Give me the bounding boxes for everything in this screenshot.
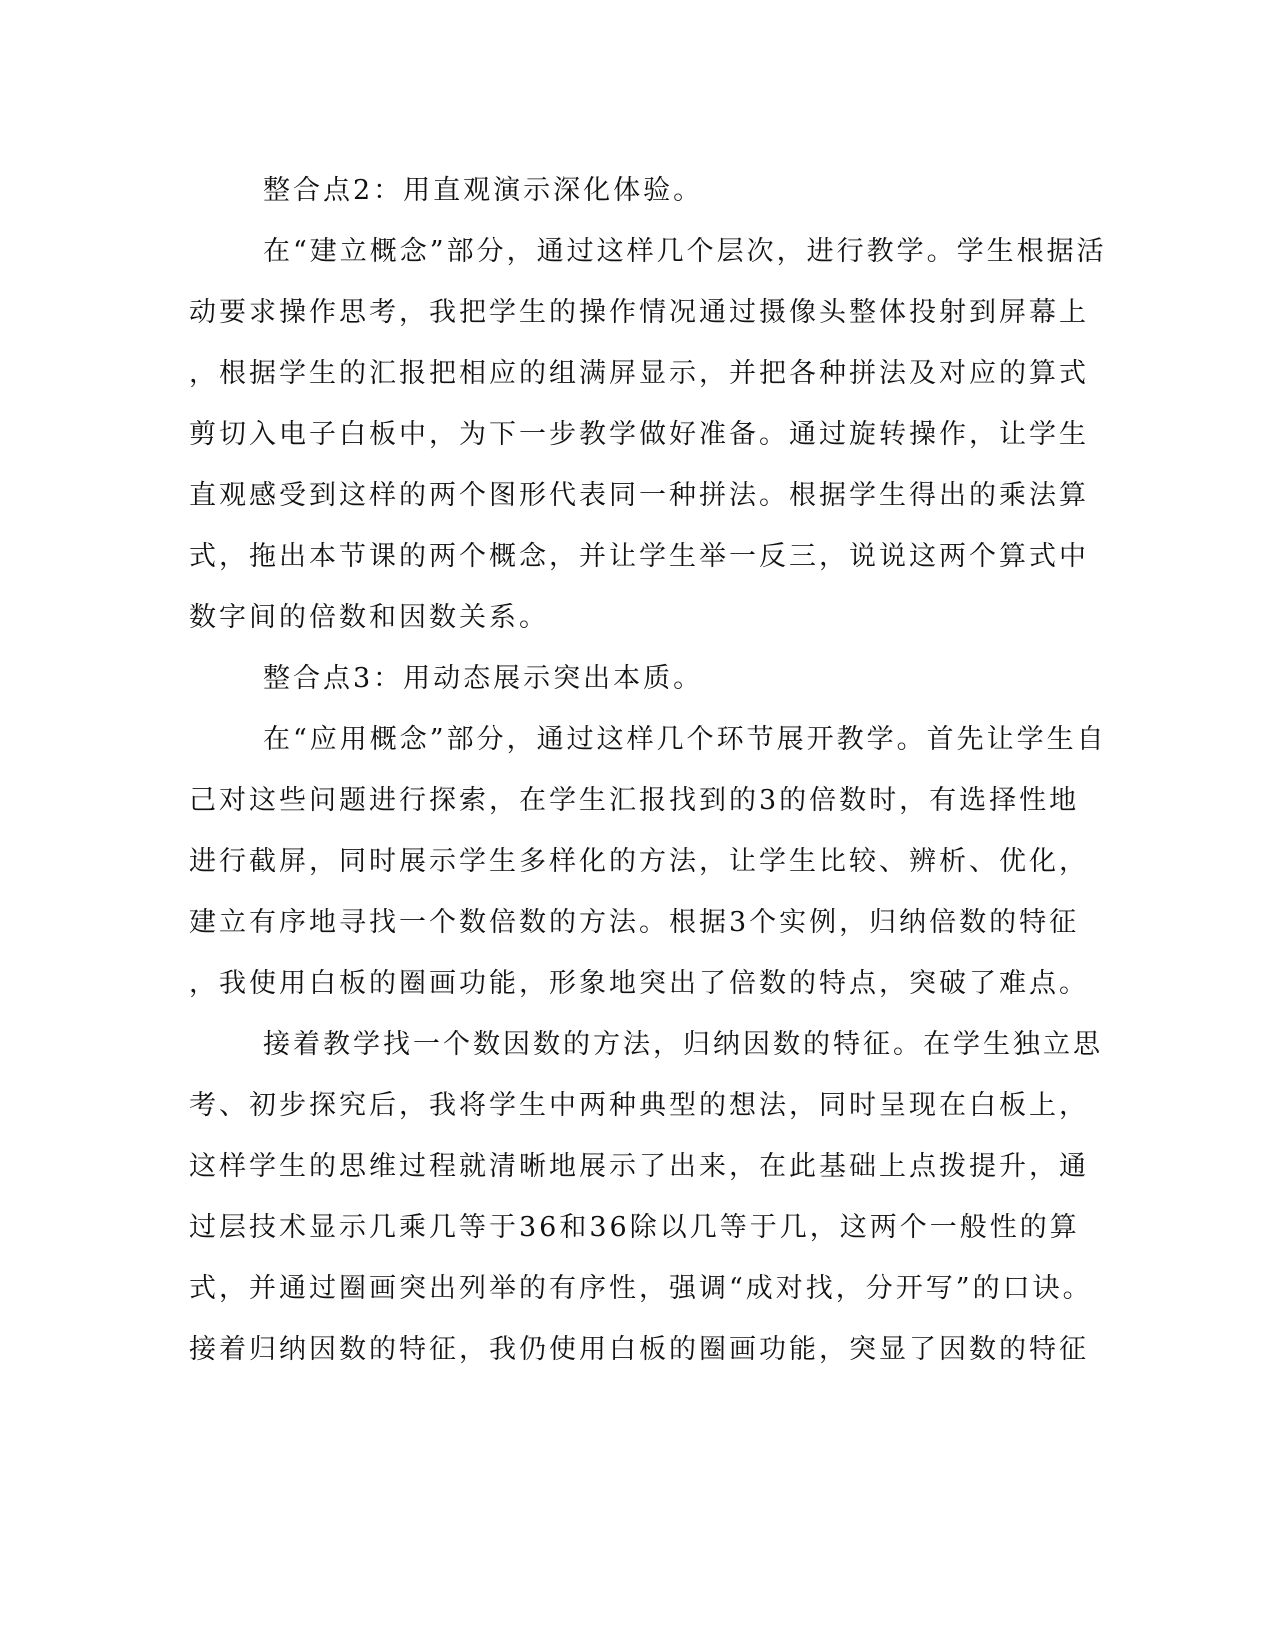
- text-line: 在“应用概念”部分，通过这样几个环节展开教学。首先让学生自: [263, 724, 1107, 755]
- text-line: ，我使用白板的圈画功能，形象地突出了倍数的特点，突破了难点。: [189, 968, 1089, 999]
- text-line: 式，并通过圈画突出列举的有序性，强调“成对找，分开写”的口诀。: [189, 1273, 1093, 1304]
- text-line: ，根据学生的汇报把相应的组满屏显示，并把各种拼法及对应的算式: [189, 358, 1089, 389]
- text-line: 在“建立概念”部分，通过这样几个层次，进行教学。学生根据活: [263, 236, 1107, 267]
- text-line: 接着归纳因数的特征，我仍使用白板的圈画功能，突显了因数的特征: [189, 1334, 1089, 1365]
- document-body: [189, 160, 1107, 1380]
- text-line: 建立有序地寻找一个数倍数的方法。根据3个实例，归纳倍数的特征: [189, 907, 1080, 938]
- text-line: 考、初步探究后，我将学生中两种典型的想法，同时呈现在白板上，: [189, 1090, 1089, 1121]
- text-line: 过层技术显示几乘几等于36和36除以几等于几，这两个一般性的算: [189, 1212, 1080, 1243]
- text-line: 己对这些问题进行探索，在学生汇报找到的3的倍数时，有选择性地: [189, 785, 1080, 816]
- text-line: 式，拖出本节课的两个概念，并让学生举一反三，说说这两个算式中: [189, 541, 1089, 572]
- text-line: 进行截屏，同时展示学生多样化的方法，让学生比较、辨析、优化，: [189, 846, 1089, 877]
- text-line: 数字间的倍数和因数关系。: [189, 602, 549, 633]
- text-line: 接着教学找一个数因数的方法，归纳因数的特征。在学生独立思: [263, 1029, 1103, 1060]
- text-line: 剪切入电子白板中，为下一步教学做好准备。通过旋转操作，让学生: [189, 419, 1089, 450]
- text-line: 直观感受到这样的两个图形代表同一种拼法。根据学生得出的乘法算: [189, 480, 1089, 511]
- text-line: 整合点3：用动态展示突出本质。: [263, 663, 704, 694]
- text-line: 整合点2：用直观演示深化体验。: [263, 175, 704, 206]
- text-line: 动要求操作思考，我把学生的操作情况通过摄像头整体投射到屏幕上: [189, 297, 1089, 328]
- text-line: 这样学生的思维过程就清晰地展示了出来，在此基础上点拨提升，通: [189, 1151, 1089, 1182]
